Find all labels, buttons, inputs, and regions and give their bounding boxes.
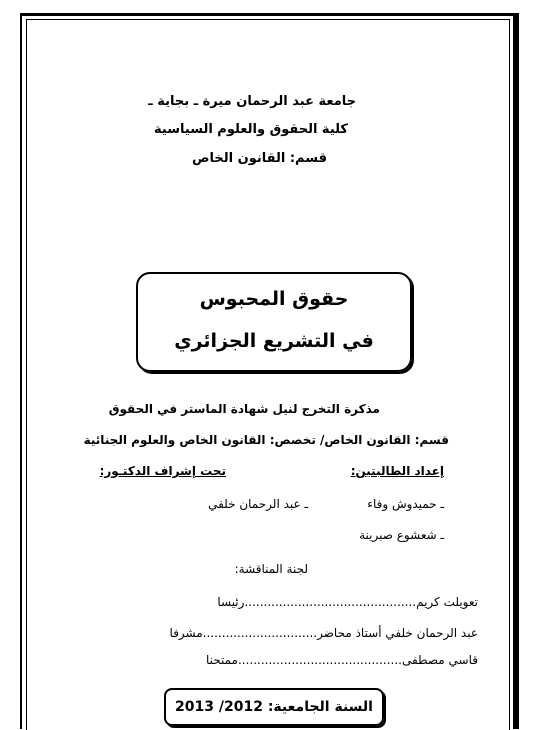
- faculty-name: كلية الحقوق والعلوم السياسية: [154, 122, 348, 137]
- committee-member-examiner: قاسي مصطفى...........................................ممتحنا: [205, 653, 478, 667]
- supervisor-name: ـ عبد الرحمان خلفي: [208, 497, 308, 511]
- university-name: جامعة عبد الرحمان ميرة ـ بجاية ـ: [148, 94, 356, 109]
- thesis-purpose: مذكرة التخرج لنيل شهادة الماستر في الحقوق: [108, 402, 380, 416]
- academic-year-box: [164, 688, 384, 726]
- committee-member-supervisor: عبد الرحمان خلفي أستاذ محاضر..............................مشرفا: [169, 626, 478, 640]
- committee-heading: لجنة المناقشة:: [234, 562, 308, 576]
- department-name: قسم: القانون الخاص: [192, 151, 327, 166]
- student-name-1: ـ حميدوش وفاء: [367, 497, 444, 511]
- supervisor-heading: تحت إشراف الدكتـور:: [99, 464, 226, 478]
- thesis-title-line-1: حقوق المحبوس: [199, 288, 349, 310]
- department-specialty: قسم: القانون الخاص/ تخصص: القانون الخاص والعلوم الجنائية: [83, 433, 449, 447]
- students-heading: إعداد الطالبتين:: [350, 464, 444, 478]
- committee-member-president: تعويلت كريم.............................................رئيسا: [217, 595, 478, 609]
- thesis-title-line-2: في التشريع الجزائري: [174, 330, 374, 352]
- academic-year: السنة الجامعية: 2012/ 2013: [175, 699, 373, 715]
- student-name-2: ـ شعشوع صبرينة: [359, 528, 444, 542]
- thesis-title-box: [136, 272, 412, 372]
